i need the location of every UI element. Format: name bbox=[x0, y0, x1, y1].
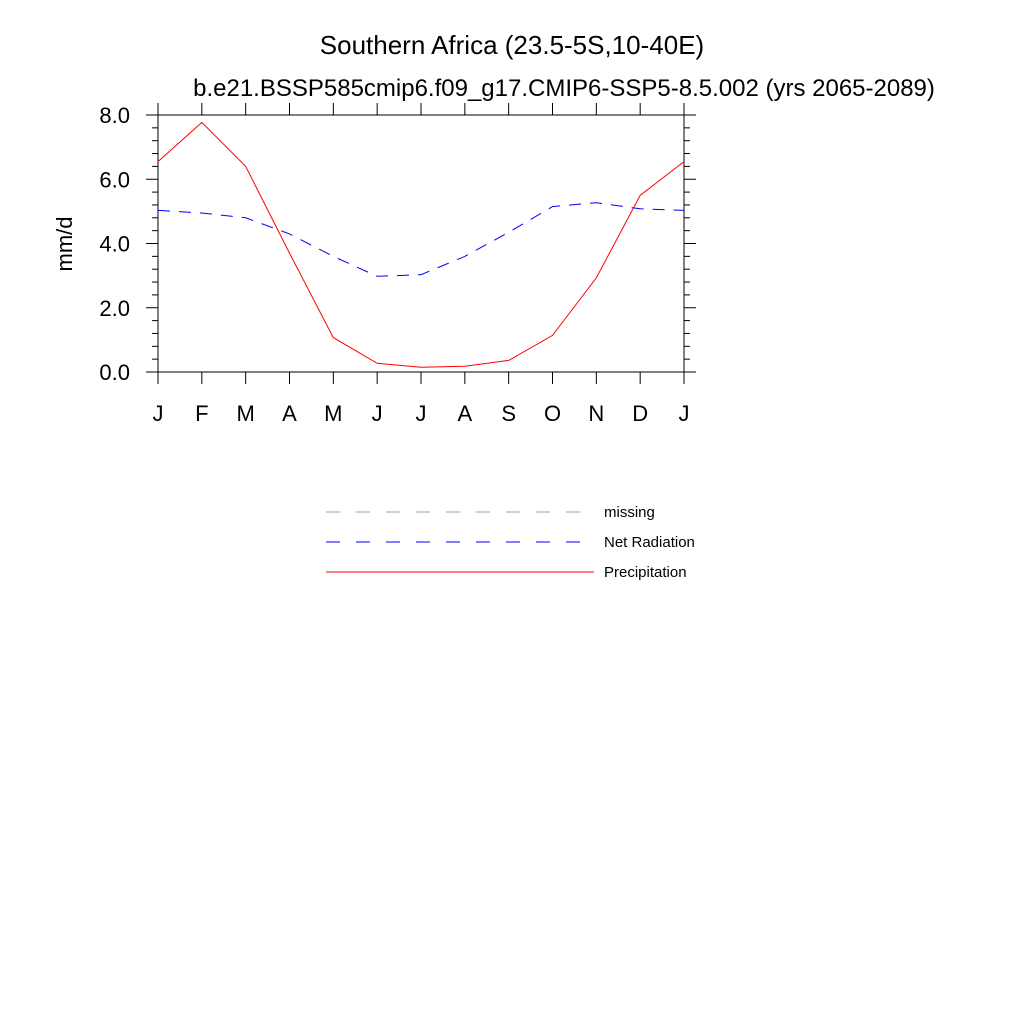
y-tick-label: 8.0 bbox=[99, 103, 130, 128]
series-line-2 bbox=[158, 122, 684, 367]
x-tick-label: M bbox=[236, 401, 255, 426]
chart-title: Southern Africa (23.5-5S,10-40E) bbox=[319, 30, 705, 60]
y-tick-label: 2.0 bbox=[99, 295, 130, 321]
x-tick-label: J bbox=[152, 401, 164, 426]
x-tick-label: J bbox=[371, 401, 383, 426]
x-tick-label: A bbox=[457, 401, 473, 426]
chart-subtitle: b.e21.BSSP585cmip6.f09_g17.CMIP6-SSP5-8.5.002 (yrs 2065-2089) bbox=[193, 75, 935, 102]
x-tick-label: M bbox=[324, 401, 343, 426]
axis-ticks bbox=[99, 103, 696, 426]
x-tick-label: J bbox=[678, 401, 690, 426]
legend-label-2: Precipitation bbox=[604, 564, 687, 581]
y-tick-label: 4.0 bbox=[99, 231, 130, 257]
series-layer bbox=[158, 122, 684, 367]
y-axis-label: mm/d bbox=[52, 216, 77, 272]
legend-label-1: Net Radiation bbox=[604, 534, 695, 551]
x-tick-label: S bbox=[501, 401, 517, 426]
x-tick-label: N bbox=[588, 401, 605, 426]
x-tick-label: F bbox=[195, 401, 209, 426]
plot-frame bbox=[158, 115, 684, 372]
x-tick-label: J bbox=[415, 401, 427, 426]
y-tick-label: 6.0 bbox=[99, 167, 130, 193]
legend-label-0: missing bbox=[604, 504, 655, 521]
x-tick-label: O bbox=[543, 401, 562, 426]
x-tick-label: A bbox=[282, 401, 297, 426]
y-tick-label: 0.0 bbox=[99, 360, 130, 385]
legend bbox=[326, 504, 695, 581]
series-line-1 bbox=[158, 203, 684, 277]
x-tick-label: D bbox=[632, 401, 649, 426]
